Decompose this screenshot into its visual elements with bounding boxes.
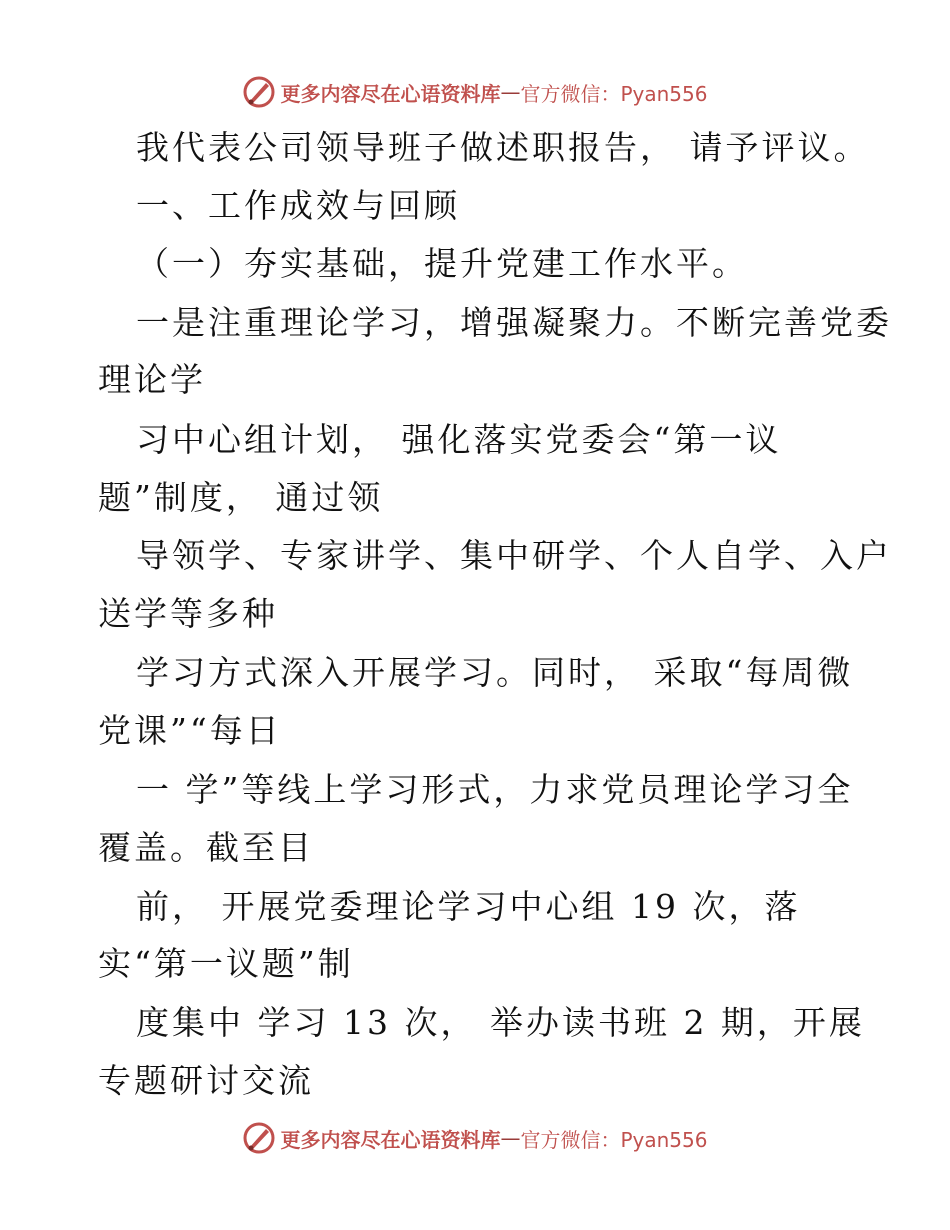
quill-logo-icon [242,1121,276,1155]
header-banner-separator: — [500,80,521,104]
subsection-heading: （一）夯实基础，提升党建工作水平。 [136,244,748,283]
footer-banner-wechat: 官方微信：Pyan556 [520,1127,708,1152]
footer-banner-separator: — [500,1126,521,1150]
quill-logo-icon [242,75,276,109]
footer-banner-text: 更多内容尽在心语资料库 [280,1127,501,1152]
header-banner-wechat: 官方微信：Pyan556 [520,81,708,106]
body-line: 党课”“每日 [98,711,282,750]
body-line: 我代表公司领导班子做述职报告， 请予评议。 [136,128,870,167]
footer-watermark-banner [0,1118,950,1158]
header-watermark-banner [0,72,950,112]
body-line: 一 学”等线上学习形式，力求党员理论学习全 [136,770,854,809]
body-line: 理论学 [98,360,206,399]
header-banner-text: 更多内容尽在心语资料库 [280,81,501,106]
body-line: 导领学、专家讲学、集中研学、个人自学、入户 [136,536,892,575]
body-line: 实“第一议题”制 [98,944,354,983]
body-line: 前， 开展党委理论学习中心组 19 次，落 [136,887,801,926]
body-line: 度集中 学习 13 次， 举办读书班 2 期，开展 [136,1003,865,1042]
body-line: 覆盖。截至目 [98,828,314,867]
body-line: 学习方式深入开展学习。同时， 采取“每周微 [136,653,854,692]
body-line: 题”制度， 通过领 [98,478,384,517]
section-heading: 一、工作成效与回顾 [136,186,460,225]
body-line: 专题研讨交流 [98,1061,314,1100]
body-line: 一是注重理论学习，增强凝聚力。不断完善党委 [136,303,892,342]
body-line: 习中心组计划， 强化落实党委会“第一议 [136,420,782,459]
body-line: 送学等多种 [98,594,278,633]
